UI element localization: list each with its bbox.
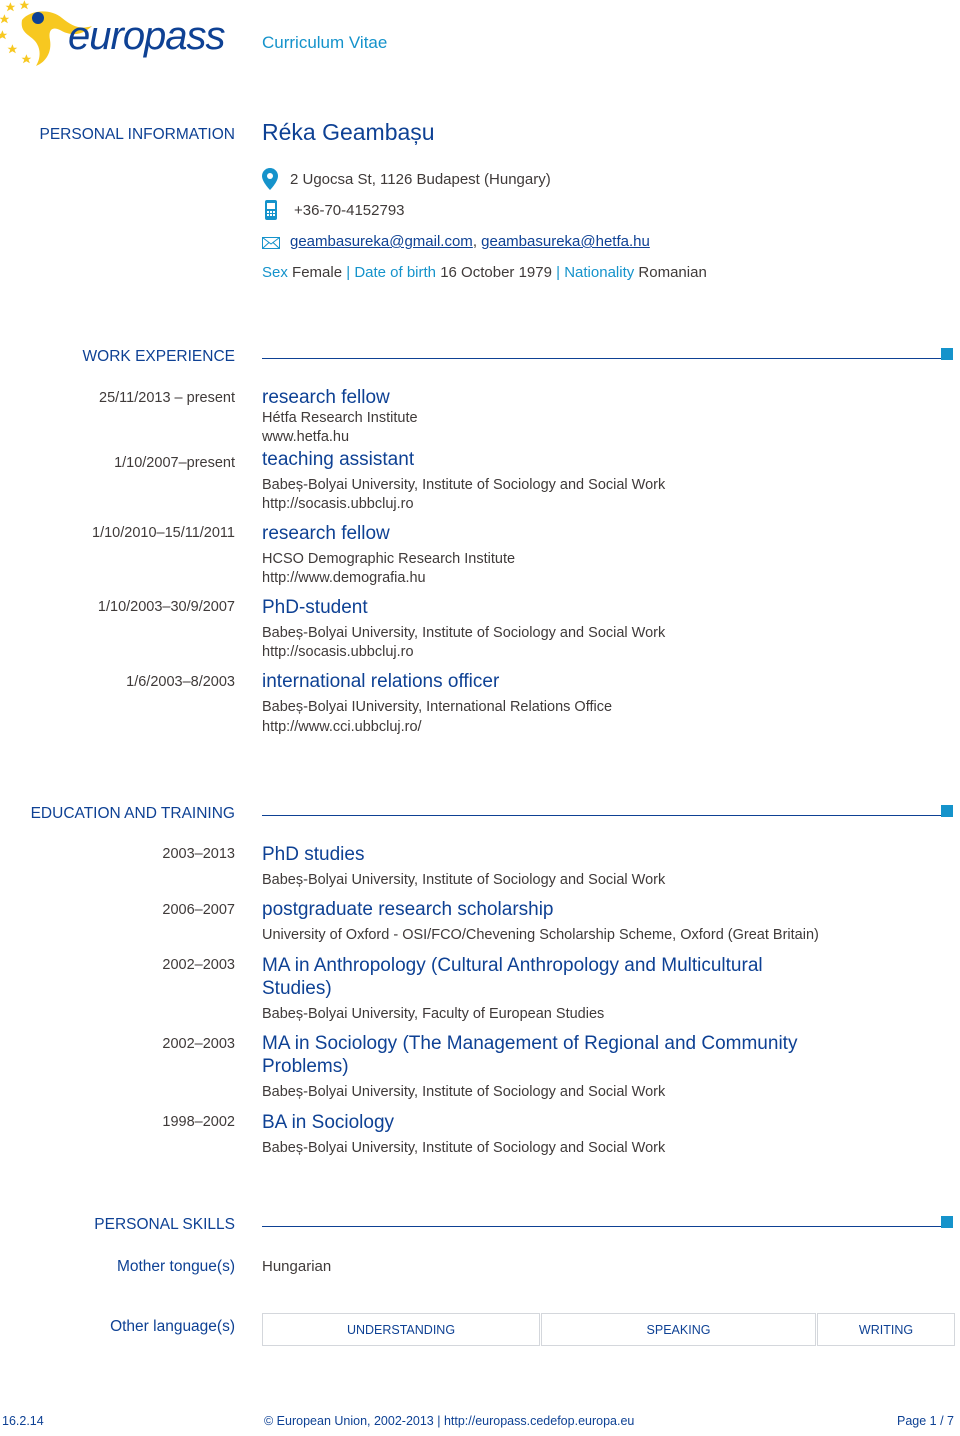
work-url[interactable]: http://www.demografia.hu bbox=[262, 570, 426, 586]
work-title: research fellow bbox=[262, 387, 390, 408]
col-header-writing: WRITING bbox=[817, 1313, 955, 1346]
edu-dates: 2002–2003 bbox=[162, 1036, 235, 1052]
col-header-speaking: SPEAKING bbox=[541, 1313, 816, 1346]
email-envelope-icon bbox=[262, 236, 280, 254]
work-title: research fellow bbox=[262, 523, 390, 544]
work-title: teaching assistant bbox=[262, 449, 415, 470]
work-title: international relations officer bbox=[262, 671, 500, 692]
edu-org: Babeș-Bolyai University, Institute of Sociology and Social Work bbox=[262, 872, 666, 888]
footer-copyright[interactable]: © European Union, 2002-2013 | http://europass.cedefop.europa.eu bbox=[264, 1414, 635, 1428]
work-dates: 1/10/2007–present bbox=[114, 455, 235, 471]
edu-dates: 1998–2002 bbox=[162, 1114, 235, 1130]
section-divider bbox=[262, 358, 942, 359]
nationality-value: Romanian bbox=[638, 264, 707, 281]
edu-title: BA in Sociology bbox=[262, 1112, 395, 1133]
edu-org: Babeș-Bolyai University, Faculty of European Studies bbox=[262, 1006, 605, 1022]
section-label-personal: PERSONAL INFORMATION bbox=[39, 126, 235, 143]
col-header-understanding: UNDERSTANDING bbox=[262, 1313, 540, 1346]
edu-dates: 2002–2003 bbox=[162, 957, 235, 973]
edu-org: University of Oxford - OSI/FCO/Chevening Scholarship Scheme, Oxford (Great Britain) bbox=[262, 927, 819, 943]
location-pin-icon bbox=[262, 168, 278, 195]
edu-title: PhD studies bbox=[262, 844, 365, 865]
logo-wordmark: europass bbox=[68, 14, 225, 58]
edu-title: postgraduate research scholarship bbox=[262, 899, 554, 920]
section-label-work: WORK EXPERIENCE bbox=[82, 348, 235, 365]
footer-date: 16.2.14 bbox=[2, 1414, 44, 1428]
dob-value: 16 October 1979 bbox=[440, 264, 552, 281]
section-marker bbox=[941, 348, 953, 360]
email-link-hetfa[interactable]: geambasureka@hetfa.hu bbox=[481, 233, 650, 250]
edu-title-cont: Studies) bbox=[262, 978, 332, 999]
work-url[interactable]: http://www.cci.ubbcluj.ro/ bbox=[262, 719, 422, 735]
section-label-education: EDUCATION AND TRAINING bbox=[30, 805, 235, 822]
section-divider bbox=[262, 1226, 942, 1227]
person-name: Réka Geambașu bbox=[262, 119, 435, 145]
edu-title: MA in Sociology (The Management of Regional and Community bbox=[262, 1033, 798, 1054]
work-dates: 1/10/2010–15/11/2011 bbox=[92, 525, 235, 541]
other-languages-label: Other language(s) bbox=[110, 1318, 235, 1335]
edu-org: Babeș-Bolyai University, Institute of Sociology and Social Work bbox=[262, 1140, 666, 1156]
edu-dates: 2003–2013 bbox=[162, 846, 235, 862]
sex-label: Sex bbox=[262, 264, 288, 281]
email-link-gmail[interactable]: geambasureka@gmail.com bbox=[290, 233, 473, 250]
work-org: Hétfa Research Institute bbox=[262, 410, 418, 426]
sex-value: Female bbox=[292, 264, 343, 281]
work-title: PhD-student bbox=[262, 597, 368, 618]
work-url[interactable]: www.hetfa.hu bbox=[262, 429, 350, 445]
footer-page-number: Page 1 / 7 bbox=[897, 1414, 954, 1428]
section-marker bbox=[941, 805, 953, 817]
work-url[interactable]: http://socasis.ubbcluj.ro bbox=[262, 644, 414, 660]
mobile-phone-icon bbox=[264, 200, 278, 225]
section-marker bbox=[941, 1216, 953, 1228]
mother-tongue-label: Mother tongue(s) bbox=[116, 1258, 235, 1275]
work-org: Babeș-Bolyai IUniversity, International Relations Office bbox=[262, 699, 613, 715]
work-org: Babeș-Bolyai University, Institute of Sociology and Social Work bbox=[262, 625, 666, 641]
work-org: Babeș-Bolyai University, Institute of Sociology and Social Work bbox=[262, 477, 666, 493]
edu-org: Babeș-Bolyai University, Institute of Sociology and Social Work bbox=[262, 1084, 666, 1100]
address: 2 Ugocsa St, 1126 Budapest (Hungary) bbox=[290, 171, 551, 188]
dob-label: Date of birth bbox=[354, 264, 437, 281]
nationality-label: Nationality bbox=[564, 264, 635, 281]
email-line: geambasureka@gmail.com, geambasureka@hetfa.hu bbox=[290, 233, 650, 250]
work-url[interactable]: http://socasis.ubbcluj.ro bbox=[262, 496, 414, 512]
section-divider bbox=[262, 815, 942, 816]
section-label-skills: PERSONAL SKILLS bbox=[94, 1216, 235, 1233]
edu-title: MA in Anthropology (Cultural Anthropology and Multicultural bbox=[262, 955, 763, 976]
personal-details: Sex Female | Date of birth 16 October 1979 | Nationality Romanian bbox=[262, 264, 707, 281]
phone: +36-70-4152793 bbox=[294, 202, 405, 219]
mother-tongue-value: Hungarian bbox=[262, 1258, 332, 1275]
work-org: HCSO Demographic Research Institute bbox=[262, 551, 516, 567]
europass-logo bbox=[0, 0, 240, 72]
work-dates: 1/6/2003–8/2003 bbox=[126, 674, 235, 690]
work-dates: 25/11/2013 – present bbox=[99, 390, 235, 406]
edu-title-cont: Problems) bbox=[262, 1056, 349, 1077]
doc-title: Curriculum Vitae bbox=[262, 33, 388, 52]
work-dates: 1/10/2003–30/9/2007 bbox=[97, 599, 235, 615]
edu-dates: 2006–2007 bbox=[162, 902, 235, 918]
